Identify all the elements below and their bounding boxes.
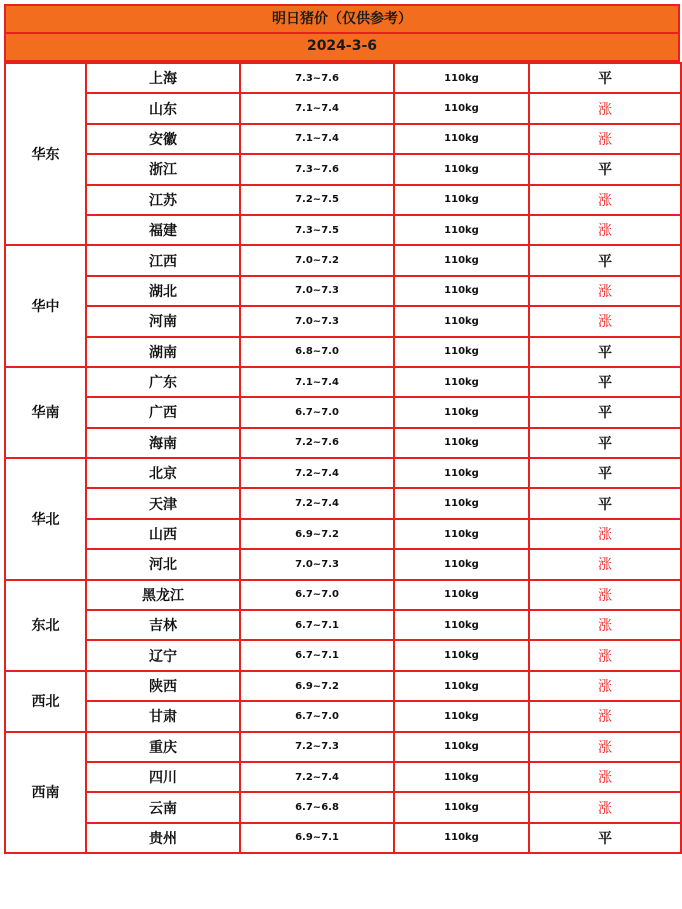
- province-name: 四川: [86, 762, 240, 792]
- trend-indicator: 涨: [529, 185, 681, 215]
- table-row: [5, 397, 681, 427]
- trend-indicator: 平: [529, 428, 681, 458]
- weight-label: 110kg: [394, 823, 529, 853]
- table-row: [5, 276, 681, 306]
- weight-label: 110kg: [394, 93, 529, 123]
- weight-label: 110kg: [394, 458, 529, 488]
- table-row: [5, 701, 681, 731]
- weight-label: 110kg: [394, 671, 529, 701]
- table-row: [5, 458, 681, 488]
- trend-indicator: 平: [529, 823, 681, 853]
- price-range: 7.0~7.3: [240, 549, 394, 579]
- weight-label: 110kg: [394, 63, 529, 93]
- price-range: 7.2~7.4: [240, 458, 394, 488]
- province-name: 北京: [86, 458, 240, 488]
- price-range: 6.7~7.1: [240, 610, 394, 640]
- region-name: 华北: [5, 458, 86, 580]
- weight-label: 110kg: [394, 428, 529, 458]
- province-name: 黑龙江: [86, 580, 240, 610]
- province-name: 贵州: [86, 823, 240, 853]
- table-row: [5, 367, 681, 397]
- price-range: 7.3~7.6: [240, 63, 394, 93]
- trend-indicator: 平: [529, 337, 681, 367]
- price-range: 6.7~7.0: [240, 397, 394, 427]
- weight-label: 110kg: [394, 519, 529, 549]
- province-name: 吉林: [86, 610, 240, 640]
- trend-indicator: 涨: [529, 93, 681, 123]
- region-name: 华中: [5, 245, 86, 367]
- weight-label: 110kg: [394, 397, 529, 427]
- price-range: 7.2~7.6: [240, 428, 394, 458]
- weight-label: 110kg: [394, 185, 529, 215]
- province-name: 辽宁: [86, 640, 240, 670]
- province-name: 河北: [86, 549, 240, 579]
- trend-indicator: 平: [529, 458, 681, 488]
- trend-indicator: 平: [529, 245, 681, 275]
- weight-label: 110kg: [394, 337, 529, 367]
- trend-indicator: 涨: [529, 610, 681, 640]
- trend-indicator: 涨: [529, 762, 681, 792]
- trend-indicator: 涨: [529, 792, 681, 822]
- table-row: [5, 154, 681, 184]
- region-name: 东北: [5, 580, 86, 671]
- weight-label: 110kg: [394, 276, 529, 306]
- price-range: 7.0~7.2: [240, 245, 394, 275]
- price-range: 6.7~7.0: [240, 580, 394, 610]
- price-range: 7.2~7.5: [240, 185, 394, 215]
- table-row: [5, 93, 681, 123]
- table-row: [5, 823, 681, 853]
- trend-indicator: 平: [529, 63, 681, 93]
- province-name: 山东: [86, 93, 240, 123]
- price-range: 7.2~7.4: [240, 488, 394, 518]
- trend-indicator: 平: [529, 397, 681, 427]
- table-row: [5, 488, 681, 518]
- province-name: 重庆: [86, 732, 240, 762]
- province-name: 陕西: [86, 671, 240, 701]
- weight-label: 110kg: [394, 580, 529, 610]
- price-range: 6.9~7.2: [240, 671, 394, 701]
- table-row: [5, 215, 681, 245]
- trend-indicator: 涨: [529, 640, 681, 670]
- trend-indicator: 涨: [529, 732, 681, 762]
- weight-label: 110kg: [394, 367, 529, 397]
- table-row: [5, 428, 681, 458]
- price-table-body: [5, 63, 681, 853]
- trend-indicator: 涨: [529, 215, 681, 245]
- table-row: [5, 610, 681, 640]
- trend-indicator: 涨: [529, 580, 681, 610]
- region-name: 西南: [5, 732, 86, 854]
- trend-indicator: 涨: [529, 306, 681, 336]
- price-range: 6.9~7.1: [240, 823, 394, 853]
- price-range: 6.7~7.0: [240, 701, 394, 731]
- trend-indicator: 涨: [529, 671, 681, 701]
- weight-label: 110kg: [394, 488, 529, 518]
- weight-label: 110kg: [394, 124, 529, 154]
- price-range: 7.1~7.4: [240, 367, 394, 397]
- province-name: 河南: [86, 306, 240, 336]
- table-row: [5, 549, 681, 579]
- trend-indicator: 涨: [529, 276, 681, 306]
- province-name: 安徽: [86, 124, 240, 154]
- province-name: 湖南: [86, 337, 240, 367]
- price-table: [4, 62, 682, 854]
- table-row: [5, 762, 681, 792]
- trend-indicator: 平: [529, 367, 681, 397]
- weight-label: 110kg: [394, 215, 529, 245]
- trend-indicator: 平: [529, 154, 681, 184]
- price-range: 7.1~7.4: [240, 93, 394, 123]
- weight-label: 110kg: [394, 549, 529, 579]
- province-name: 天津: [86, 488, 240, 518]
- province-name: 福建: [86, 215, 240, 245]
- weight-label: 110kg: [394, 701, 529, 731]
- region-name: 华南: [5, 367, 86, 458]
- price-range: 7.2~7.3: [240, 732, 394, 762]
- province-name: 浙江: [86, 154, 240, 184]
- weight-label: 110kg: [394, 306, 529, 336]
- weight-label: 110kg: [394, 792, 529, 822]
- price-sheet: [4, 4, 680, 854]
- table-row: [5, 185, 681, 215]
- table-row: [5, 124, 681, 154]
- table-row: [5, 306, 681, 336]
- table-row: [5, 792, 681, 822]
- province-name: 湖北: [86, 276, 240, 306]
- weight-label: 110kg: [394, 610, 529, 640]
- price-range: 6.7~7.1: [240, 640, 394, 670]
- price-range: 7.1~7.4: [240, 124, 394, 154]
- province-name: 江苏: [86, 185, 240, 215]
- table-row: [5, 519, 681, 549]
- weight-label: 110kg: [394, 154, 529, 184]
- weight-label: 110kg: [394, 732, 529, 762]
- region-name: 华东: [5, 63, 86, 245]
- province-name: 江西: [86, 245, 240, 275]
- price-range: 7.3~7.5: [240, 215, 394, 245]
- trend-indicator: 涨: [529, 701, 681, 731]
- price-range: 6.9~7.2: [240, 519, 394, 549]
- trend-indicator: 平: [529, 488, 681, 518]
- trend-indicator: 涨: [529, 519, 681, 549]
- table-row: [5, 337, 681, 367]
- region-name: 西北: [5, 671, 86, 732]
- price-range: 6.8~7.0: [240, 337, 394, 367]
- province-name: 海南: [86, 428, 240, 458]
- province-name: 广东: [86, 367, 240, 397]
- table-row: [5, 671, 681, 701]
- table-row: [5, 245, 681, 275]
- weight-label: 110kg: [394, 245, 529, 275]
- price-range: 7.2~7.4: [240, 762, 394, 792]
- trend-indicator: 涨: [529, 124, 681, 154]
- table-row: [5, 580, 681, 610]
- province-name: 山西: [86, 519, 240, 549]
- province-name: 云南: [86, 792, 240, 822]
- price-range: 7.0~7.3: [240, 276, 394, 306]
- weight-label: 110kg: [394, 762, 529, 792]
- table-row: [5, 640, 681, 670]
- price-range: 7.3~7.6: [240, 154, 394, 184]
- province-name: 甘肃: [86, 701, 240, 731]
- weight-label: 110kg: [394, 640, 529, 670]
- page-title: 明日猪价（仅供参考）: [4, 4, 680, 34]
- date-banner: 2024-3-6: [4, 34, 680, 62]
- table-row: [5, 63, 681, 93]
- trend-indicator: 涨: [529, 549, 681, 579]
- province-name: 上海: [86, 63, 240, 93]
- price-range: 7.0~7.3: [240, 306, 394, 336]
- price-range: 6.7~6.8: [240, 792, 394, 822]
- table-row: [5, 732, 681, 762]
- province-name: 广西: [86, 397, 240, 427]
